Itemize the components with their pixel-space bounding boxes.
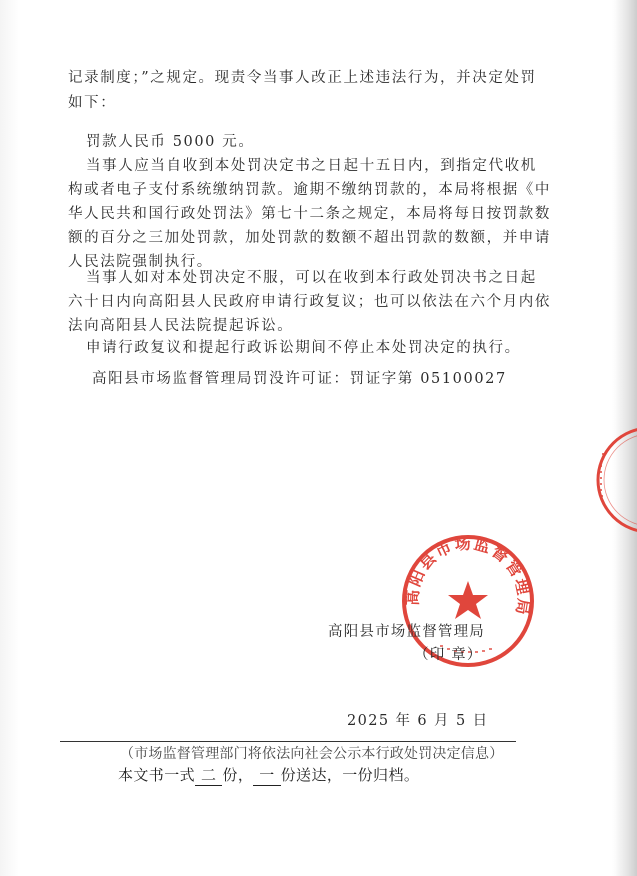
body-line-2: 如下： [68,95,117,111]
body-line-12: 申请行政复议和提起行政诉讼期间不停止本处罚决定的执行。 [86,340,521,356]
body-line-7: 额的百分之三加处罚款，加处罚款的数额不超出罚款的数额，并申请 [68,230,551,246]
body-line-6: 华人民共和国行政处罚法》第七十二条之规定，本局将每日按罚款数 [68,206,551,222]
fine-amount-line: 罚款人民币 5000 元。 [86,134,255,150]
seal-star-icon [448,581,488,619]
body-line-4: 当事人应当自收到本处罚决定书之日起十五日内，到指定代收机 [86,158,537,174]
issue-date: 2025 年 6 月 5 日 [347,713,489,729]
copies-mid: 份， [222,766,254,784]
copies-statement [118,764,419,786]
body-line-1: 记录制度；”之规定。现责令当事人改正上述违法行为，并决定处罚 [68,70,537,86]
partial-seal-stamp [588,425,637,535]
copies-total: 二 [195,764,222,786]
seal-note: （印 章） [414,647,483,663]
signing-agency: 高阳县市场监督管理局 [328,624,485,640]
copies-prefix: 本文书一式 [118,766,196,784]
public-notice: （市场监督管理部门将依法向社会公示本行政处罚决定信息） [120,746,504,762]
footer-divider [60,741,516,742]
body-line-10: 六十日内向高阳县人民政府申请行政复议；也可以依法在六个月内依 [68,294,551,310]
permit-number-line: 高阳县市场监督管理局罚没许可证：罚证字第 05100027 [92,371,507,387]
seal-text: 高阳县市场监督管理局 [402,533,534,618]
copies-served: 一 [253,764,280,786]
body-line-5: 构或者电子支付系统缴纳罚款。逾期不缴纳罚款的，本局将根据《中 [68,182,551,198]
body-line-11: 法向高阳县人民法院提起诉讼。 [68,318,294,334]
body-line-8: 人民法院强制执行。 [68,254,213,270]
copies-suffix: 份送达，一份归档。 [280,766,420,784]
body-line-9: 当事人如对本处罚决定不服，可以在收到本行政处罚决书之日起 [86,270,537,286]
